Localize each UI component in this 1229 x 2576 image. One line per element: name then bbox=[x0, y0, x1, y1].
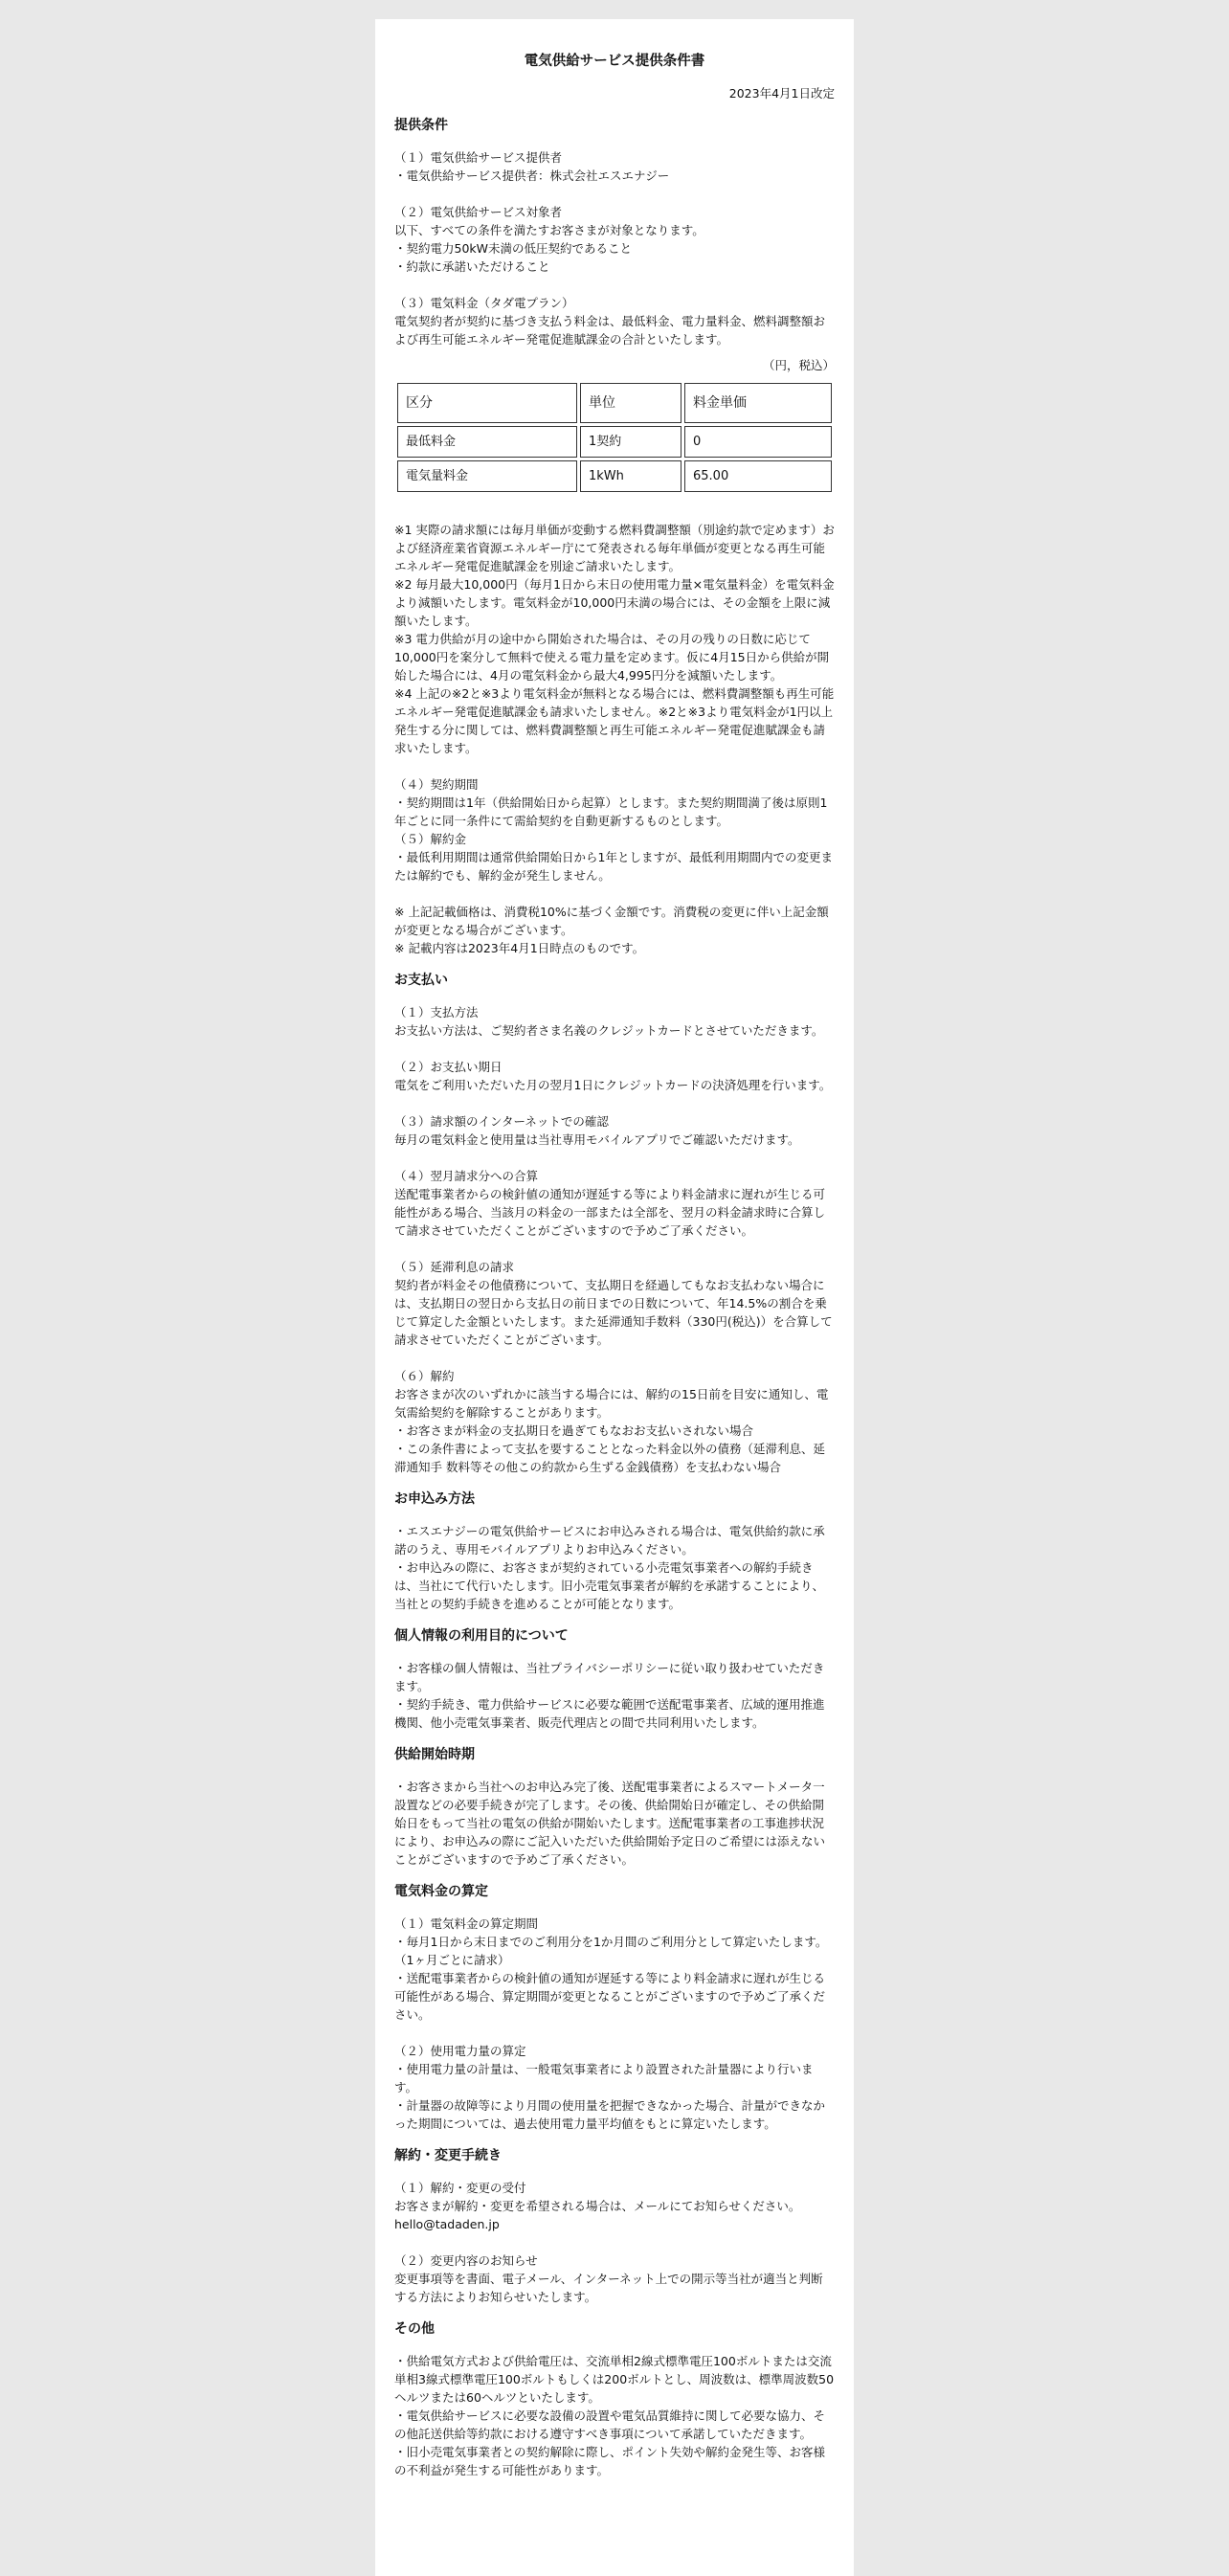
target-condition-1: ・契約電力50kW未満の低圧契約であること bbox=[394, 241, 633, 256]
payment-due-text: 電気をご利用いただいた月の翌月1日にクレジットカードの決済処理を行います。 bbox=[394, 1078, 832, 1092]
section-heading-cancellation: 解約・変更手続き bbox=[394, 2148, 502, 2163]
usage-calc-title: （２）使用電力量の算定 bbox=[394, 2044, 526, 2058]
fee-title: （３）電気料金（タダ電プラン） bbox=[394, 296, 574, 310]
section-heading-privacy: 個人情報の利用目的について bbox=[394, 1628, 569, 1644]
payment-due-title: （２）お支払い期日 bbox=[394, 1060, 503, 1074]
privacy-text-1: ・お客様の個人情報は、当社プライバシーポリシーに従い取り扱わせていただきます。 bbox=[394, 1661, 825, 1693]
cancellation-fee-text: ・最低利用期間は通常供給開始日から1年としますが、最低利用期間内での変更または解約でも、解約金が発生しません。 bbox=[394, 850, 833, 883]
tax-note: ※ 上記記載価格は、消費税10%に基づく金額です。消費税の変更に伴い上記金額が変更となる場合がございます。 bbox=[394, 905, 829, 937]
table-row bbox=[397, 460, 832, 492]
target-title: （２）電気供給サービス対象者 bbox=[394, 205, 563, 219]
contract-period-text: ・契約期間は1年（供給開始日から起算）とします。また契約期間満了後は原則1年ごとに同一条件にて需給契約を自動更新するものとします。 bbox=[394, 795, 828, 828]
table-cell: 65.00 bbox=[684, 460, 832, 492]
date-note: ※ 記載内容は2023年4月1日時点のものです。 bbox=[394, 941, 645, 955]
table-header-cell: 料金単価 bbox=[684, 383, 832, 423]
section-heading-payment: お支払い bbox=[394, 973, 448, 988]
table-cell: 1契約 bbox=[580, 426, 682, 458]
cancellation-fee-title: （５）解約金 bbox=[394, 832, 467, 846]
online-check-text: 毎月の電気料金と使用量は当社専用モバイルアプリでご確認いただけます。 bbox=[394, 1132, 800, 1147]
start-text: ・お客さまから当社へのお申込み完了後、送配電事業者によるスマートメータ一設置などの必要手続きが完了します。その後、供給開始日が確定し、その供給開始日をもって当社の電気の供給が開始いたします。送配電事業者の工事進捗状況により、お申込みの際にご記入いただいた供給開始予定日のご希望には添えないことがございますので予めご了承ください。 bbox=[394, 1780, 826, 1867]
table-cell: 電気量料金 bbox=[397, 460, 577, 492]
fee-text: 電気契約者が契約に基づき支払う料金は、最低料金、電力量料金、燃料調整額および再生可能エネルギー発電促進賦課金の合計といたします。 bbox=[394, 314, 826, 347]
change-notice-title: （２）変更内容のお知らせ bbox=[394, 2253, 538, 2268]
provider-text: ・電気供給サービス提供者：株式会社エスエナジー bbox=[394, 168, 670, 183]
termination-title: （６）解約 bbox=[394, 1369, 455, 1383]
table-header-row bbox=[397, 383, 832, 423]
change-notice-text: 変更事項等を書面、電子メール、インターネット上での開示等当社が適当と判断する方法によりお知らせいたします。 bbox=[394, 2272, 823, 2304]
section-heading-other: その他 bbox=[394, 2321, 435, 2337]
section-heading-provision: 提供条件 bbox=[394, 118, 448, 133]
section-heading-calculation: 電気料金の算定 bbox=[394, 1884, 488, 1899]
table-cell: 0 bbox=[684, 426, 832, 458]
target-condition-2: ・約款に承諾いただけること bbox=[394, 259, 550, 274]
terms-document bbox=[375, 19, 854, 2576]
unit-note: （円，税込） bbox=[762, 358, 835, 372]
table-header-cell: 単位 bbox=[580, 383, 682, 423]
calc-period-title: （１）電気料金の算定期間 bbox=[394, 1916, 539, 1931]
document-title: 電気供給サービス提供条件書 bbox=[524, 54, 705, 69]
other-text-2: ・電気供給サービスに必要な設備の設置や電気品質維持に関して必要な協力、その他託送供給等約款における遵守すべき事項について承諾していただきます。 bbox=[394, 2408, 826, 2441]
usage-calc-text-1: ・使用電力量の計量は、一般電気事業者により設置された計量器により行います。 bbox=[394, 2062, 814, 2094]
application-text-2: ・お申込みの際に、お客さまが契約されている小売電気事業者への解約手続きは、当社にて代行いたします。旧小売電気事業者が解約を承諾することにより、当社との契約手続きを進めることが可能となります。 bbox=[394, 1560, 825, 1611]
application-text-1: ・エスエナジーの電気供給サービスにお申込みされる場合は、電気供給約款に承諾のうえ、専用モバイルアプリよりお申込みください。 bbox=[394, 1524, 825, 1557]
late-interest-text: 契約者が料金その他債務について、支払期日を経過してもなお支払わない場合には、支払期日の翌日から支払日の前日までの日数について、年14.5%の割合を乗じて算定した金額といたします。また延滞通知手数料（330円(税込)）を合算して請求させていただくことがございます。 bbox=[394, 1278, 833, 1347]
termination-item-2: ・この条件書によって支払を要することとなった料金以外の債務（延滞利息、延滞通知手 数料等その他この約款から生ずる金銭債務）を支払わない場合 bbox=[394, 1442, 826, 1474]
late-interest-title: （５）延滞利息の請求 bbox=[394, 1260, 515, 1274]
combined-billing-text: 送配電事業者からの検針値の通知が遅延する等により料金請求に遅れが生じる可能性がある場合、当該月の料金の一部または全部を、翌月の料金請求時に合算して請求させていただくことがございますので予めご了承ください。 bbox=[394, 1187, 826, 1238]
other-text-3: ・旧小売電気事業者との契約解除に際し、ポイント失効や解約金発生等、お客様の不利益が発生する可能性があります。 bbox=[394, 2445, 826, 2477]
contact-email: hello@tadaden.jp bbox=[394, 2217, 500, 2231]
table-cell: 最低料金 bbox=[397, 426, 577, 458]
section-heading-application: お申込み方法 bbox=[394, 1491, 475, 1507]
footnote-2: ※2 毎月最大10,000円（毎月1日から末日の使用電力量×電気量料金）を電気料金より減額いたします。電気料金が10,000円未満の場合には、その金額を上限に減額いたします。 bbox=[394, 577, 835, 628]
section-heading-start: 供給開始時期 bbox=[394, 1747, 475, 1762]
footnote-1: ※1 実際の請求額には毎月単価が変動する燃料費調整額（別途約款で定めます）および経済産業省資源エネルギー庁にて発表される毎年単価が変更となる再生可能エネルギー発電促進賦課金を別途ご請求いたします。 bbox=[394, 523, 835, 573]
payment-method-text: お支払い方法は、ご契約者さま名義のクレジットカードとさせていただきます。 bbox=[394, 1023, 824, 1038]
revision-date: 2023年4月1日改定 bbox=[728, 86, 835, 101]
price-table bbox=[394, 380, 835, 495]
footnote-3: ※3 電力供給が月の途中から開始された場合は、その月の残りの日数に応じて10,000円を案分して無料で使える電力量を定めます。仮に4月15日から供給が開始した場合には、4月の電気料金から最大4,995円分を減額いたします。 bbox=[394, 632, 830, 683]
contract-period-title: （４）契約期間 bbox=[394, 777, 479, 792]
target-text: 以下、すべての条件を満たすお客さまが対象となります。 bbox=[394, 223, 704, 237]
other-text-1: ・供給電気方式および供給電圧は、交流単相2線式標準電圧100ボルトまたは交流単相3線式標準電圧100ボルトもしくは200ボルトとし、周波数は、標準周波数50ヘルツまたは60ヘルツといたします。 bbox=[394, 2354, 835, 2405]
usage-calc-text-2: ・計量器の故障等により月間の使用量を把握できなかった場合、計量ができなかった期間については、過去使用電力量平均値をもとに算定いたします。 bbox=[394, 2098, 826, 2131]
calc-period-text-1: ・毎月1日から末日までのご利用分を1か月間のご利用分として算定いたします。（1ヶ月ごとに請求） bbox=[394, 1935, 828, 1967]
table-header-cell: 区分 bbox=[397, 383, 577, 423]
table-row bbox=[397, 426, 832, 458]
cancel-request-text: お客さまが解約・変更を希望される場合は、メールにてお知らせください。 bbox=[394, 2199, 801, 2213]
provider-title: （１）電気供給サービス提供者 bbox=[394, 150, 563, 165]
calc-period-text-2: ・送配電事業者からの検針値の通知が遅延する等により料金請求に遅れが生じる可能性がある場合、算定期間が変更となることがございますので予めご了承ください。 bbox=[394, 1971, 826, 2022]
termination-text: お客さまが次のいずれかに該当する場合には、解約の15日前を目安に通知し、電気需給契約を解除することがあります。 bbox=[394, 1387, 829, 1420]
cancel-request-title: （１）解約・変更の受付 bbox=[394, 2181, 526, 2195]
privacy-text-2: ・契約手続き、電力供給サービスに必要な範囲で送配電事業者、広域的運用推進機関、他小売電気事業者、販売代理店との間で共同利用いたします。 bbox=[394, 1697, 825, 1730]
termination-item-1: ・お客さまが料金の支払期日を過ぎてもなおお支払いされない場合 bbox=[394, 1423, 754, 1438]
footnote-4: ※4 上記の※2と※3より電気料金が無料となる場合には、燃料費調整額も再生可能エネルギー発電促進賦課金も請求いたしません。※2と※3より電気料金が1円以上発生する分に関しては、燃料費調整額と再生可能エネルギー発電促進賦課金も請求いたします。 bbox=[394, 686, 835, 755]
payment-method-title: （１）支払方法 bbox=[394, 1005, 479, 1019]
combined-billing-title: （４）翌月請求分への合算 bbox=[394, 1169, 539, 1183]
table-cell: 1kWh bbox=[580, 460, 682, 492]
online-check-title: （３）請求額のインターネットでの確認 bbox=[394, 1114, 609, 1129]
